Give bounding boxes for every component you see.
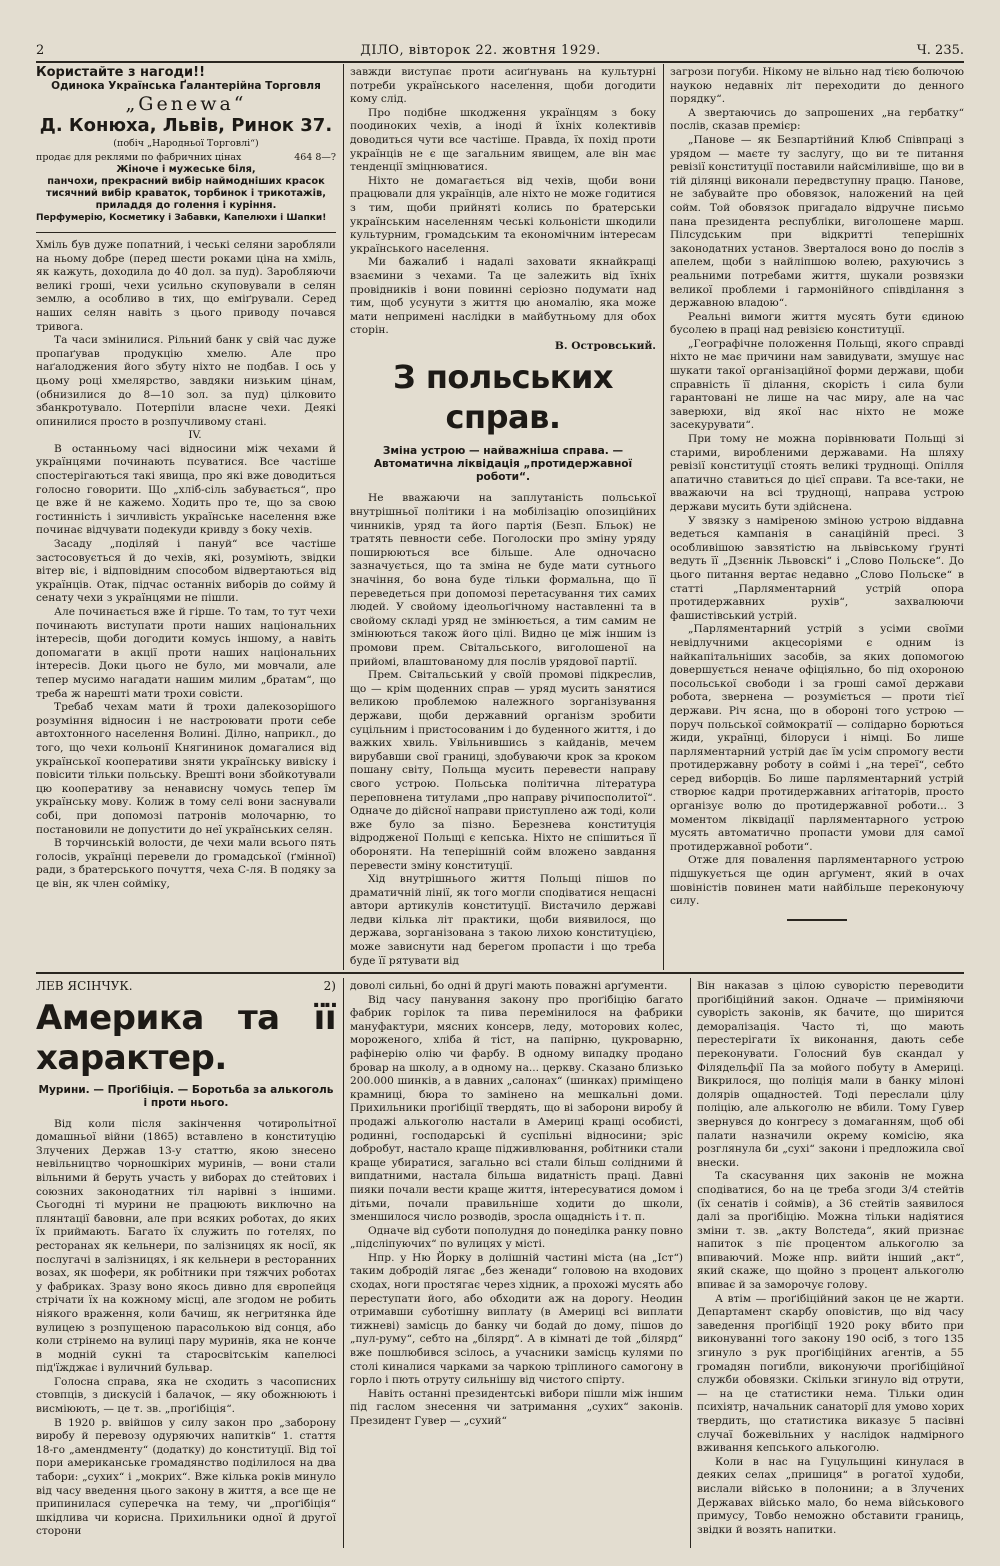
- paragraph: А звертаючись до запрошених „на гербатку“ послів, сказав премієр:: [670, 106, 964, 133]
- paragraph: Голосна справа, яка не сходить з часописних стовпців, з дискусій і балачок, — яку обожнюють і висміюють, — це т. зв. „проґібіція“.: [36, 1375, 336, 1416]
- paragraph: Требаб чехам мати й трохи далекозорішого розуміння відносин і не настроювати проти себе автохтонного населення Волині. Ділно, наприкл., до того, що чехи кольонії Княгининок домагалися від української кооперативи зняти українську вивіску і повісити тільки польську. Врешті вони збойкотували цю кооперативу за ненависну чомусь тепер їм українську мову. Колиж в тому селі вони заснували собі, при допомозі патронів молочарню, то постановили не допустити до неї українських селян.: [36, 701, 336, 836]
- advertisement: [36, 66, 336, 233]
- article2-column-3: [697, 980, 964, 1548]
- ad-text: продає для реклями по фабричних цінах: [36, 151, 242, 163]
- paragraph: „Географічне положення Польщі, якого справді ніхто не має причини нам завидувати, змушує нас шукати такої організаційної форми держави, щоби справність її ділання, скорість і сила були гарантовані не лише на час миру, але на час заверюхи, від якої нас ніхто не може засекурувати“.: [670, 337, 964, 432]
- article2-column-2: [350, 980, 683, 1548]
- paragraph: Та часи змінилися. Рільний банк у свій час дуже пропаґував продукцію хмелю. Але про наґалоджения його збуту ніхто не подбав. І ось у цьому році хмелярство, завдяки низьким цінам, (обнизилися до 8—10 зол. за пуд) цілковито збанкротувало. Потерпіли власне чехи. Деякі опинилися просто в розпучливому стані.: [36, 334, 336, 428]
- subheadline: Мурини. — Проґібіція. — Боротьба за алькоголь і проти нього.: [38, 1083, 334, 1109]
- section-divider: [36, 972, 964, 974]
- ad-code: 464 8—?: [294, 151, 336, 163]
- paragraph: „Панове — як Безпартійний Клюб Співпраці з урядом — маєте ту заслугу, що ви те питання ревізії конституції поставили найсміливіше, що ви в тій ділянці виконали передвступну працю. Панове, не забувайте про обовязок, наложений на цей сойм. Той обовязок пригадало відручне письмо пана президента республіки, виголошене марш. Пілсудським при відкритті теперішніх законодатних установ. Зверталося воно до послів з апелем, щоби з найліпшою волею, рахуючись з реальними потребами життя, шукали розвязки великої проблеми і гармонійного співділання з державною владою“.: [670, 133, 964, 310]
- paragraph: Він наказав з цілою суворістю переводити проґібіційний закон. Одначе — приміняючи суворість законів, як бачите, що ширится деморалізація. Часто ті, що мають перестерігати їх виконання, дають себе переконувати. Голосний був скандал у Філядельфії Па за мойого побуту в Америці. Викрилося, що поліція мали в банку мілоні долярів ощадностей. Тоді переслали цілу поліцію, але алькоголю не вбили. Тому Гувер звернувся до конгресу з домаганням, щоб обі палати назначили окрему комісію, яка розглянула би „сухі“ закони і предложила свої внески.: [697, 980, 964, 1169]
- masthead: [36, 34, 964, 63]
- paragraph: Від коли після закінчення чотирольітної домашньої війни (1865) вставлено в конституцію Злучених Держав 13-у статтю, якою знесено невільництво чорношкірих муринів, — вони стали вільними й беруть участь у виборах до стейтових і союзних законодатних тіл нарівні з іншими. Сьогодні ті мурини не працюють виключно на плянтації бавовни, але при всяких роботах, до яких їх приймають. Багато їх служить по готелях, по ресторанах як кельнери, по залізницях як носії, як послугачі в залізницях, і як кельнери в ресторанних возах, як шофери, як робітники при тяжчих роботах у фабриках. Зразу воно якось дивно для європейця стрічати їх на кожному місці, але згодом не робить ніякого враження, коли бачиш, як негритянка йде вулицею з розпущеною парасолькою від сонця, або коли стрінемо на вулиці пару муринів, яка не конче в модній сукні та старосвітськім капелюсі під'їжджає і вуличний бульвар.: [36, 1117, 336, 1375]
- signature: В. Островський.: [554, 339, 656, 352]
- ad-line: Перфумерію, Косметику і Забавки, Капелюхи і Шапки!: [36, 213, 327, 224]
- ad-line: (побіч „Народньої Торговлі“): [113, 138, 259, 150]
- ad-address: Д. Конюха, Львів, Ринок 37.: [39, 115, 333, 137]
- paragraph: Та скасування цих законів не можна сподіватися, бо на це треба згоди 3/4 стейтів (їх сенатів і соймів), а 36 стейтів заявилося далі за проґібіцію. Можна тільки надіятися зміни т. зв. „акту Волстеда“, який признає напиток з піє процентом алькоголю за впиваючий. Може нпр. вийти інший „акт“, який скаже, що щойно з процент алькоголю впиває й за заморочує голову.: [697, 1170, 964, 1292]
- paragraph: Прем. Світальський у своїй промові підкреслив, що — крім щоденних справ — уряд мусить занятися великою проблемою належного зорганізування держави, щоби державний організм зробити суцільним і пристосованим і до буденного життя, і до важких хвиль. Увільнившись з кайданів, мечем вирубавши свої границі, здобуваючи крок за кроком пошану світу, Польща мусить перевести направу свого устрою. Польська політична література переповнена титулами „про направу річипосполитої“. Одначе до дійсної направи приступлено аж тоді, коли вже було за пізно. Березнева конституція відродженої Польщі є кепська. Ніхто не спішиться її обороняти. На теперішній сойм вложено завдання перевести зміну конституції.: [350, 669, 656, 872]
- byline: [36, 980, 336, 994]
- column-rule: [343, 64, 344, 970]
- end-mark: [787, 919, 847, 921]
- column-rule: [690, 978, 691, 1548]
- paragraph: Хід внутрішнього життя Польщі пішов по драматичній лінії, як того могли сподіватися нещасні автори артикулів конституції. Вистачило державі ледви кілька літ практики, щоби виявилося, що держава, зорганізована з такою лихою конституцією, може зависнути над берегом пропасти і що треба буде її рятувати від: [350, 873, 656, 967]
- paragraph: Засаду „поділяй і пануй“ все частіше застосовується й до чехів, які, розуміють, звідки вітер віє, і відповідним способом відвертаються від українців. Отак, підчас останніх виборів до сойму й сенату чехи з українцями не пішли.: [36, 538, 336, 605]
- paragraph: загрози погуби. Нікому не вільно над тією болючою наукою недавніх літ переходити до денного порядку“.: [670, 66, 964, 106]
- column-rule: [343, 978, 344, 1548]
- ad-line: [36, 151, 336, 165]
- headline-america: Америка та її характер.: [36, 997, 336, 1078]
- paragraph: Від часу панування закону про проґібіцію багато фабрик горілок та пива перемінилося на фабрики мануфактури, мясних консерв, леду, моторових колес, мороженого, хліба й тіст, на папірню, цукроварню, рафінерію олію чи фарбу. В одному випадку продано бровар на школу, а в одному на... церкву. Сказано близько 200.000 шинків, а в давних „салонах“ (шинках) приміщено крамниці, бюра то замінено на мешкальні доми. Прихильники проґібіції твердять, що ві заборони виробу й продажі алькоголю настали в Америці кращі особисті, родинні, господарські й суспільні відносини; зріс добробут, настало краще підживлювання, робітники стали краще убиратися, загально всі стали більш солідними й випдатними, настала більша видатність праці. Давні пияки почали вести краще життя, інтересуватися домом і дітьми, почали правильніше ходити до школи, зменшилося число розводів, зросла ощадність і т. п.: [350, 993, 683, 1224]
- issue-number: Ч. 235.: [916, 43, 964, 58]
- subheadline: Зміна устрою — найважніша справа. — Автоматична ліквідація „протидержавної роботи“.: [373, 445, 633, 484]
- part-number: 2): [323, 980, 336, 993]
- paragraph: завжди виступає проти асиґнувань на культурні потреби українського населення, щоби догодити кому слід.: [350, 66, 656, 106]
- paragraph: Одначе від суботи пополудня до понеділка ранку повно „підсліпуючих“ по вулицях у місті.: [350, 1224, 683, 1251]
- ad-shop-name: „Genewa“: [125, 93, 247, 116]
- column-2: [350, 66, 656, 970]
- ad-line: Одинока Українська Ґалантерійна Торговля: [51, 79, 321, 92]
- paragraph: Хміль був дуже попатний, і чеські селяни заробляли на ньому добре (перед шести роками ціна на хміль, як кажуть, доходила до 40 дол. за пуд). Заробляючи великі гроші, чехи усильно скуповували в селян землю, а особливо в тих, що еміґрували. Серед наших селян навіть з цього приводу почався тривога.: [36, 238, 336, 333]
- paragraph: В торчинській волости, де чехи мали всього пять голосів, українці перевели до громадської (ґмінної) ради, з братерського почуття, чеха С-ля. В подяку за це він, як член сойміку,: [36, 837, 336, 890]
- column-1: [36, 66, 336, 970]
- section-numeral: IV.: [188, 429, 202, 442]
- column-rule: [663, 64, 664, 970]
- masthead-title: ДІЛО, вівторок 22. жовтня 1929.: [360, 43, 601, 58]
- page-number: 2: [36, 43, 45, 58]
- paragraph: Але починається вже й гірше. То там, то тут чехи починають виступати проти наших національних інтересів, щоби догодити комусь іншому, а навіть допомагати в акції проти наших національних інтересів. Доки цього не було, ми мовчали, але тепер мусимо нагадати нашим милим „братам“, що треба ж нарешті мати трохи совісти.: [36, 606, 336, 700]
- article2-column-1: [36, 980, 336, 1548]
- paragraph: Ніхто не домагається від чехів, щоби вони працювали для українців, але ніхто не може годитися з тим, щоби прийняті колись по братерськи українським населенням чеські кольоністи шкодили культурним, громадським та економічним інтересам українського населення.: [350, 174, 656, 255]
- paragraph: Нпр. у Ню Йорку в долішній частині міста (на „Іст“) таким добродій лягає „без женади“ головою на входових сходах, ноги простягає через хідник, а прохожі мусять або переступати його, або обходити аж на дорогу. Неодин отримавши суботішну виплату (в Америці всі виплати тижневі) замісць до банку чи бодай до дому, пішов до „пул-руму“, себто на „білярд“. А в кімнаті де той „білярд“ вже пошлюбився зсілось, а учасники замісць кулями по столі киналися чарками за чаркою тріплиного самогону в горло і пють отруту сильнішу від чистого спірту.: [350, 1251, 683, 1387]
- headline-polish-affairs: З польських справ.: [392, 358, 614, 437]
- paragraph: У звязку з наміреною зміною устрою віддавна ведеться кампанія в санаційній пресі. З особливішою завзятістю на львівському ґрунті ведуть її „Дзєннік Львовскі“ і „Слово Польске“. До цього питання вертає недавно „Слово Польске“ в статті „Парляментарний устрій опора протидержавних рухів“, захвалюючи фашистівський устрій.: [670, 514, 964, 622]
- paragraph: В останньому часі відносини між чехами й українцями починають псуватися. Все частіше спостерігаються такі явища, про які вже доводиться голосно говорити. Що „хліб-сіль забувається“, про це вже й не кажемо. Ходить про те, що за свою гостинність і зичливість українське населення вже починає відчувати подекуди кривду з боку чехів.: [36, 442, 336, 537]
- paragraph: Реальні вимоги життя мусять бути єдиною бусолею в праці над ревізією конституції.: [670, 310, 964, 337]
- paragraph: Коли в нас на Гуцульщині кинулася в деяких селах „пришиця“ в рогатої худоби, вислали військо в полонини; а в Злучених Державах військо мало, бо нема військового примусу, Товбо неможно обставити границь, звідки й возять напитки.: [697, 1455, 964, 1536]
- paragraph: „Парляментарний устрій з усіми своїми невідлучними акцесоріями є одним із найкапітальніших засобів, за яких допомогою довершується неначе офіціяльно, бо під охороною посольської свободи і за гроші самої держави робота, звернена — розуміється — проти тієї держави. Річ ясна, що в обороні того устрою — поруч польської соймократії — солідарно борються жиди, українці, білоруси і німці. Бо лише парляментарний устрій дає їм усім спромогу вести протидержавну роботу в соймі і „на тереї“, себто серед виборців. Бо лише парляментарний устрій створює кадри протидержавних агітаторів, просто організує волю до протидержавної роботи... З моментом ліквідації парляментарного устрою мусять автоматично пропасти умови для самої протидержавної роботи“.: [670, 623, 964, 853]
- paragraph: При тому не можна порівнювати Польщі зі старими, виробленими державами. На шляху ревізії конституції стоять великі труднощі. Опілля апатично ставиться до цієї справи. Та все-таки, не вважаючи на всі труднощі, направа устрою держави мусить бути здійснена.: [670, 433, 964, 513]
- paragraph: Не вважаючи на заплутаність польської внутрішньої політики і на мобілізацію опозиційних чинників, уряд та його партія (Безп. Бльок) не тратять певности себе. Поголоски про зміну уряду поширюються все більше. Але одночасно зазначується, що та зміна не буде мати сутнього значіння, бо вона буде тільки формальна, що її переведеться при допомозі перетасування тих самих людей. У свойому ідеольоґічному наставленні та в свойому складі уряд не змінюється, а тим самим не змінюються також його цілі. Видно це між іншим із промови прем. Світальського, виголошеної на прийомі, влаштованому для послів урядової партії.: [350, 492, 656, 668]
- paragraph: А втім — проґібіційний закон це не жарти. Департамент скарбу оповістив, що від часу заведення проґібіції 1920 року вбито при виконуванні того закону 190 осіб, з того 135 згинуло з рук проґібіційних агентів, а 55 громадян погибли, виконуючи проґібіційної служби обовязки. Скільки згинуло від отрути, — на це статистики нема. Тільки один психіятр, начальник санаторії для умово хорих твердить, що статистика виказує 5 пасівні случаї божевільних у наслідок надмірного вживання кепського алькоголю.: [697, 1292, 964, 1455]
- paragraph: В 1920 р. ввійшов у силу закон про „заборону виробу й перевозу одуряючих напитків“ 1. стаття 18-го „амендменту“ (додатку) до конституції. Від тої пори американське громадянство поділилося на два табори: „сухих“ і „мокрих“. Вже кілька років минуло від часу введення цього закону в життя, а все ще не припинилася суперечка на тему, чи „проґібіція“ шкідлива чи корисна. Прихильники одної й другої сторони: [36, 1416, 336, 1538]
- paragraph: Навіть останні президентські вибори пішли між іншим під гаслом знесення чи затримання „сухих“ законів. Президент Гувер — „сухий“: [350, 1387, 683, 1427]
- ad-line: тисячний вибір краваток, торбинок і трикотажів, приладдя до голення і куріння.: [46, 188, 326, 212]
- ad-line: Жіноче і мужеське біля,: [116, 164, 256, 176]
- ad-line: Користайте з нагоди!!: [36, 66, 205, 80]
- column-3: [670, 66, 964, 970]
- paragraph: Про подібне шкодження українцям з боку поодиноких чехів, а іноді й їхніх колективів доводиться чути все частіше. Правда, їх похід проти українців не є ще загальним явищем, але він має тенденції зміцнюватися.: [350, 106, 656, 174]
- paragraph: доволі сильні, бо одні й другі мають поважні арґументи.: [350, 980, 668, 992]
- ad-line: панчохи, прекрасний вибір наймодніших красок: [47, 176, 325, 188]
- author-name: ЛЕВ ЯСІНЧУК.: [36, 980, 133, 993]
- paragraph: Отже для повалення парляментарного устрою підшукується ще один арґумент, який в очах шовіністів повинен мати найбільше переконуючу силу.: [670, 854, 964, 908]
- paragraph: Ми бажалиб і надалі заховати якнайкращі взаємини з чехами. Та це залежить від їхніх провідників і вони повинні серіозно подумати над тим, щоб усунути з життя цю аномалію, яка може мати непримені наслідки в майбутньому для обох сторін.: [350, 256, 656, 337]
